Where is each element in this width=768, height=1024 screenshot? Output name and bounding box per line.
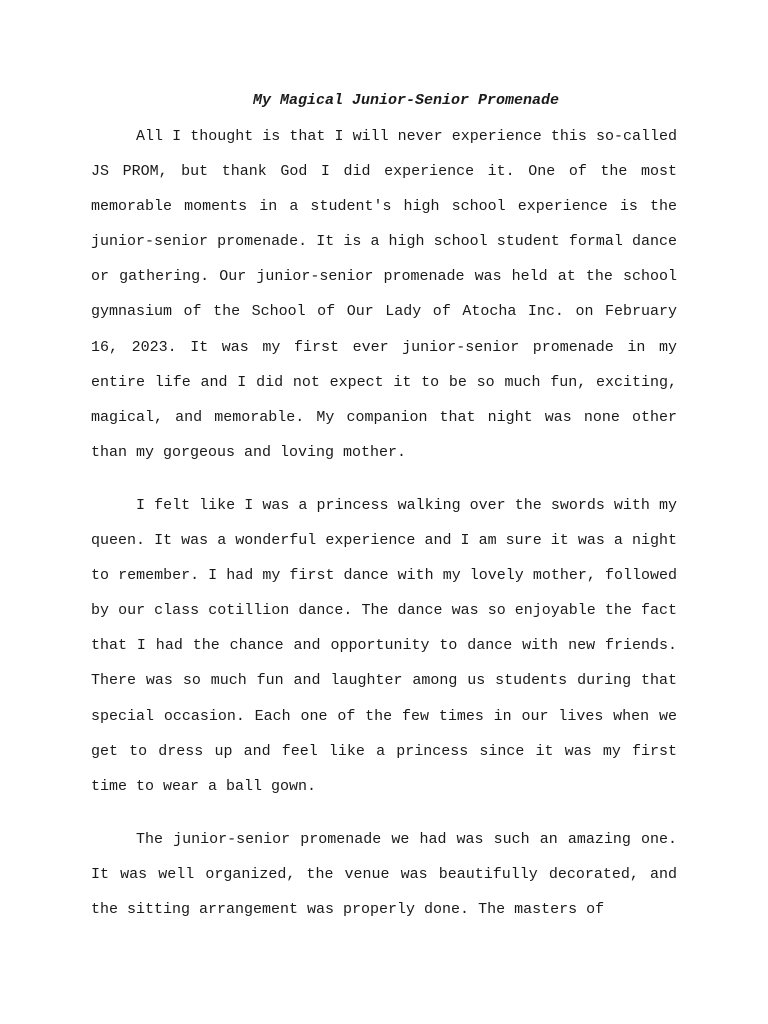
paragraph-2: I felt like I was a princess walking over the swords with my queen. It was a wonderful experience and I am sure it was a night to remember. I had my first dance with my lovely mother, followed by our class cotillion dance. The dance was so enjoyable the fact that I had the chance and opportunity to dance with new friends. There was so much fun and laughter among us students during that special occasion. Each one of the few times in our lives when we get to dress up and feel like a princess since it was my first time to wear a ball gown.	[91, 497, 677, 795]
document-title: My Magical Junior-Senior Promenade	[252, 92, 560, 109]
paragraph-3: The junior-senior promenade we had was such an amazing one. It was well organized, the venue was beautifully decorated, and the sitting arrangement was properly done. The masters of	[91, 831, 677, 919]
paragraph-1: All I thought is that I will never experience this so-called JS PROM, but thank God I did experience it. One of the most memorable moments in a student's high school experience is the junior-senior promenade. It is a high school student formal dance or gathering. Our junior-senior promenade was held at the school gymnasium of the School of Our Lady of Atocha Inc. on February 16, 2023. It was my first ever junior-senior promenade in my entire life and I did not expect it to be so much fun, exciting, magical, and memorable. My companion that night was none other than my gorgeous and loving mother.	[91, 128, 677, 461]
